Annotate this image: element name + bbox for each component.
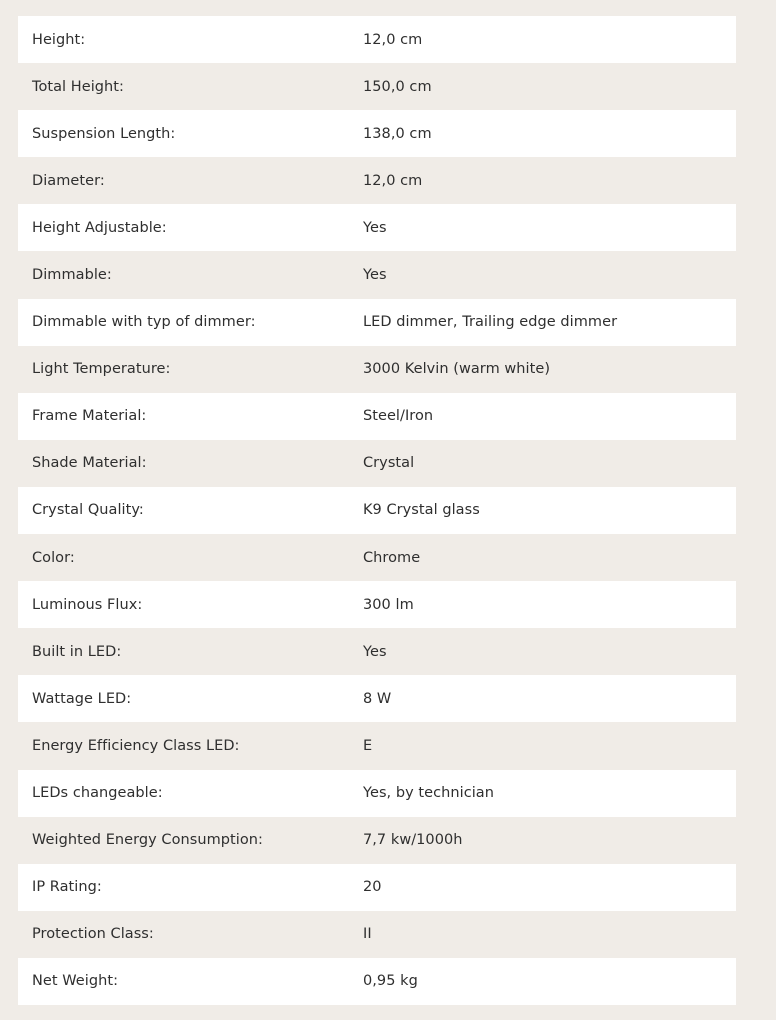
spec-value: Yes [363, 219, 387, 236]
spec-value: K9 Crystal glass [363, 502, 480, 519]
spec-value: 3000 Kelvin (warm white) [363, 361, 551, 378]
spec-label: IP Rating: [32, 879, 102, 896]
spec-value: 300 lm [363, 596, 414, 613]
spec-row-net-weight [18, 958, 736, 1005]
spec-row-luminous-flux [18, 581, 736, 628]
spec-value: 150,0 cm [363, 78, 432, 95]
spec-label: Frame Material: [32, 408, 147, 425]
spec-row-diameter [18, 157, 736, 204]
spec-row-dimmer-type [18, 299, 736, 346]
spec-label: Wattage LED: [32, 690, 132, 707]
spec-label: Color: [32, 549, 75, 566]
spec-row-frame-material [18, 393, 736, 440]
spec-label: Crystal Quality: [32, 502, 144, 519]
spec-value: II [363, 926, 372, 943]
spec-value: 0,95 kg [363, 973, 418, 990]
spec-label: Dimmable: [32, 267, 112, 284]
spec-table [18, 16, 736, 1005]
spec-label: Suspension Length: [32, 125, 176, 142]
spec-value: 8 W [363, 690, 392, 707]
spec-label: Light Temperature: [32, 361, 171, 378]
spec-row-built-in-led [18, 628, 736, 675]
spec-row-suspension-length [18, 110, 736, 157]
spec-row-wattage-led [18, 675, 736, 722]
spec-value: Yes [363, 267, 387, 284]
spec-value: 20 [363, 879, 382, 896]
spec-label: Height: [32, 31, 86, 48]
spec-row-height-adjustable [18, 204, 736, 251]
spec-label: Total Height: [32, 78, 124, 95]
spec-value: 138,0 cm [363, 125, 432, 142]
spec-row-energy-efficiency-class [18, 722, 736, 769]
spec-row-height [18, 16, 736, 63]
spec-value: E [363, 737, 373, 754]
spec-label: Weighted Energy Consumption: [32, 832, 263, 849]
spec-label: LEDs changeable: [32, 785, 163, 802]
spec-label: Dimmable with typ of dimmer: [32, 314, 256, 331]
spec-value: Crystal [363, 455, 415, 472]
spec-label: Shade Material: [32, 455, 147, 472]
spec-row-light-temperature [18, 346, 736, 393]
spec-value: 12,0 cm [363, 172, 423, 189]
spec-label: Height Adjustable: [32, 219, 167, 236]
spec-value: 12,0 cm [363, 31, 423, 48]
spec-row-protection-class [18, 911, 736, 958]
spec-value: Yes, by technician [363, 785, 494, 802]
spec-row-ip-rating [18, 864, 736, 911]
spec-row-weighted-energy-consumption [18, 817, 736, 864]
spec-value: Steel/Iron [363, 408, 434, 425]
spec-row-total-height [18, 63, 736, 110]
spec-row-crystal-quality [18, 487, 736, 534]
spec-value: LED dimmer, Trailing edge dimmer [363, 314, 618, 331]
spec-label: Energy Efficiency Class LED: [32, 737, 240, 754]
spec-value: Yes [363, 643, 387, 660]
spec-row-color [18, 534, 736, 581]
spec-label: Built in LED: [32, 643, 122, 660]
spec-label: Luminous Flux: [32, 596, 143, 613]
spec-value: 7,7 kw/1000h [363, 832, 463, 849]
spec-row-leds-changeable [18, 770, 736, 817]
spec-row-shade-material [18, 440, 736, 487]
spec-value: Chrome [363, 549, 421, 566]
spec-label: Net Weight: [32, 973, 119, 990]
spec-label: Protection Class: [32, 926, 154, 943]
spec-label: Diameter: [32, 172, 105, 189]
spec-row-dimmable [18, 251, 736, 298]
